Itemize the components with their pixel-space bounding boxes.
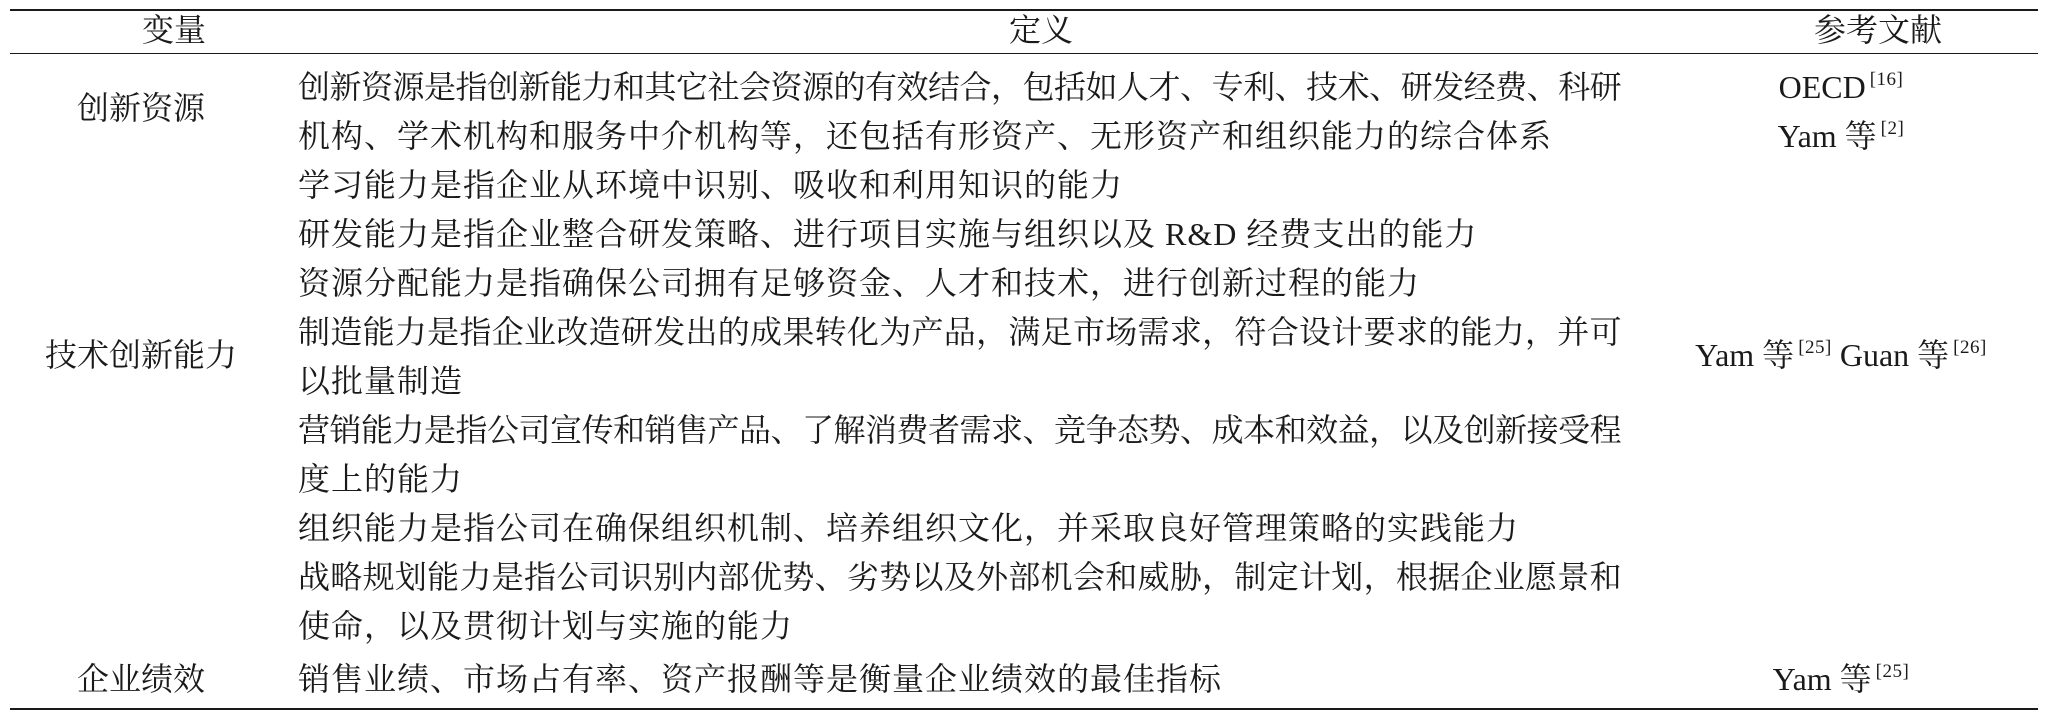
table-row	[0, 161, 2048, 651]
definition-line: 度上的能力	[298, 461, 464, 497]
reference-item	[1634, 655, 2048, 704]
definition-item	[298, 553, 1621, 651]
reference-author: Guan 等	[1839, 337, 1950, 373]
definition-line: 机构、学术机构和服务中介机构等，还包括有形资产、无形资产和组织能力的综合体系	[298, 118, 1553, 154]
definition-line: 销售业绩、市场占有率、资产报酬等是衡量企业绩效的最佳指标	[298, 661, 1223, 697]
header-definition: 定义	[1008, 12, 1074, 48]
definition-item	[298, 655, 1621, 704]
variable-cell: 企业绩效	[76, 661, 205, 697]
definition-line: 学习能力是指企业从环境中识别、吸收和利用知识的能力	[298, 167, 1124, 203]
definition-item	[298, 63, 1621, 161]
definition-item	[298, 308, 1621, 406]
reference-cell	[1621, 63, 2048, 161]
reference-citation: [25]	[1875, 661, 1910, 682]
table-header	[0, 11, 2048, 53]
reference-cell	[1621, 161, 2048, 385]
table-body	[0, 54, 2048, 704]
header-references: 参考文献	[1813, 12, 1943, 48]
definition-line: 组织能力是指公司在确保组织机制、培养组织文化，并采取良好管理策略的实践能力	[298, 510, 1520, 546]
definition-line: 制造能力是指企业改造研发出的成果转化为产品，满足市场需求，符合设计要求的能力，并可	[298, 314, 1621, 350]
reference-author: Yam 等	[1695, 337, 1795, 373]
reference-item	[1634, 63, 2048, 112]
reference-item	[1634, 112, 2048, 161]
reference-cell	[1621, 655, 2048, 704]
reference-author: Yam 等	[1777, 118, 1877, 154]
definition-line: 创新资源是指创新能力和其它社会资源的有效结合，包括如人才、专利、技术、研发经费、科研	[298, 69, 1621, 105]
reference-item	[1840, 331, 1987, 385]
reference-citation: [2]	[1880, 118, 1905, 139]
definition-line: 资源分配能力是指确保公司拥有足够资金、人才和技术，进行创新过程的能力	[298, 265, 1421, 301]
table-row	[0, 655, 2048, 704]
variable-cell: 技术创新能力	[44, 337, 237, 373]
definition-cell	[298, 63, 1621, 161]
table-row	[0, 63, 2048, 161]
definition-line: 以批量制造	[298, 363, 464, 399]
reference-author: OECD	[1778, 69, 1866, 105]
reference-citation: [16]	[1869, 69, 1904, 90]
definition-line: 营销能力是指公司宣传和销售产品、了解消费者需求、竞争态势、成本和效益，以及创新接受程	[298, 412, 1621, 448]
reference-item	[1695, 331, 1832, 385]
definition-line: 战略规划能力是指公司识别内部优势、劣势以及外部机会和威胁，制定计划，根据企业愿景和	[298, 559, 1621, 595]
reference-citation: [26]	[1953, 337, 1987, 358]
definition-item	[298, 504, 1621, 553]
reference-author: Yam 等	[1772, 661, 1872, 697]
definition-item	[298, 161, 1621, 210]
header-variable: 变量	[141, 12, 207, 48]
definition-item	[298, 259, 1621, 308]
definition-cell	[298, 655, 1621, 704]
reference-citation: [25]	[1798, 337, 1832, 358]
variable-cell: 创新资源	[76, 90, 205, 126]
definition-item	[298, 406, 1621, 504]
definition-line: 研发能力是指企业整合研发策略、进行项目实施与组织以及 R&D 经费支出的能力	[298, 216, 1478, 252]
bottom-rule	[10, 708, 2038, 710]
definition-cell	[298, 161, 1621, 651]
definition-line: 使命，以及贯彻计划与实施的能力	[298, 608, 794, 644]
definition-item	[298, 210, 1621, 259]
